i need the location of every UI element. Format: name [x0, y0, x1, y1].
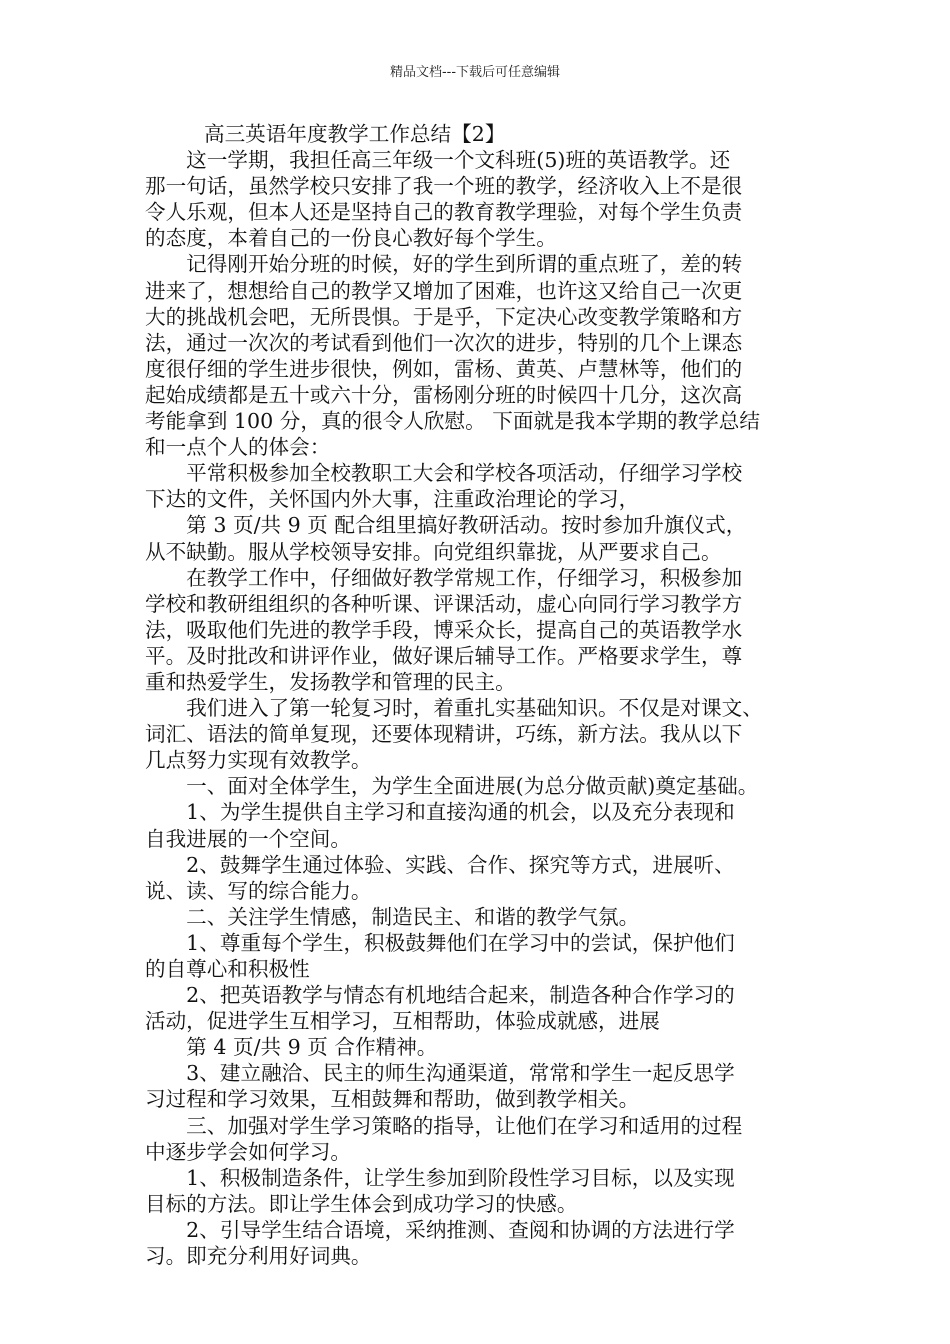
text-line: 记得刚开始分班的时候，好的学生到所谓的重点班了，差的转 [145, 252, 743, 277]
text-line: 第 4 页/共 9 页 合作精神。 [145, 1035, 438, 1060]
text-line: 中逐步学会如何学习。 [145, 1139, 351, 1164]
text-line: 从不缺勤。服从学校领导安排。向党组织靠拢，从严要求自己。 [145, 539, 722, 564]
text-line: 自我进展的一个空间。 [145, 826, 351, 851]
text-line: 活动，促进学生互相学习，互相帮助，体验成就感，进展 [145, 1009, 660, 1034]
text-line: 的态度，本着自己的一份良心教好每个学生。 [145, 226, 557, 251]
text-line: 的自尊心和积极性 [145, 957, 310, 981]
text-line: 重和热爱学生，发扬教学和管理的民主。 [145, 669, 516, 694]
text-line: 习过程和学习效果，互相鼓舞和帮助，做到教学相关。 [145, 1087, 640, 1112]
text-line: 进来了，想想给自己的教学又增加了困难，也许这又给自己一次更 [145, 278, 743, 303]
text-line: 在教学工作中，仔细做好教学常规工作，仔细学习，积极参加 [145, 565, 743, 590]
text-line: 下达的文件，关怀国内外大事，注重政治理论的学习， [145, 487, 640, 512]
text-line: 大的挑战机会吧，无所畏惧。于是乎，下定决心改变教学策略和方 [145, 304, 743, 329]
text-line: 第 3 页/共 9 页 配合组里搞好教研活动。按时参加升旗仪式， [145, 513, 747, 538]
document-body [145, 121, 825, 1269]
text-line: 法，吸取他们先进的教学手段，博采众长，提高自己的英语教学水 [145, 617, 743, 642]
text-line: 和一点个人的体会： [145, 435, 331, 460]
text-line: 三、加强对学生学习策略的指导，让他们在学习和适用的过程 [145, 1113, 743, 1138]
text-line: 我们进入了第一轮复习时，着重扎实基础知识。不仅是对课文、 [145, 696, 763, 721]
text-line: 说、读、写的综合能力。 [145, 878, 372, 903]
text-line: 平。及时批改和讲评作业，做好课后辅导工作。严格要求学生，尊 [145, 643, 743, 668]
text-line: 3、建立融洽、民主的师生沟通渠道，常常和学生一起反思学 [145, 1061, 735, 1086]
text-line: 法，通过一次次的考试看到他们一次次的进步，特别的几个上课态 [145, 330, 743, 355]
text-line: 1、积极制造条件，让学生参加到阶段性学习目标，以及实现 [145, 1165, 735, 1190]
text-line: 起始成绩都是五十或六十分，雷杨刚分班的时候四十几分，这次高 [145, 382, 743, 407]
text-line: 2、把英语教学与情态有机地结合起来，制造各种合作学习的 [145, 983, 735, 1008]
text-line: 这一学期，我担任高三年级一个文科班(5)班的英语教学。还 [145, 148, 731, 173]
text-line: 学校和教研组组织的各种听课、评课活动，虚心向同行学习教学方 [145, 591, 743, 616]
text-line: 2、鼓舞学生通过体验、实践、合作、探究等方式，进展听、 [145, 852, 735, 877]
text-line: 平常积极参加全校教职工大会和学校各项活动，仔细学习学校 [145, 461, 743, 486]
text-line: 目标的方法。即让学生体会到成功学习的快感。 [145, 1191, 578, 1216]
text-line: 二、关注学生情感，制造民主、和谐的教学气氛。 [145, 904, 640, 929]
text-line: 几点努力实现有效教学。 [145, 748, 372, 773]
text-line: 习。即充分利用好词典。 [145, 1244, 372, 1269]
text-line: 令人乐观，但本人还是坚持自己的教育教学理验，对每个学生负责 [145, 200, 743, 225]
text-line: 度很仔细的学生进步很快，例如，雷杨、黄英、卢慧林等，他们的 [145, 356, 743, 381]
document-title: 高三英语年度教学工作总结【2】 [204, 122, 506, 146]
text-line: 词汇、语法的简单复现，还要体现精讲，巧练，新方法。我从以下 [145, 722, 743, 747]
text-line: 1、尊重每个学生，积极鼓舞他们在学习中的尝试，保护他们 [145, 930, 735, 955]
page-header: 精品文档---下载后可任意编辑 [389, 65, 561, 80]
text-line: 1、为学生提供自主学习和直接沟通的机会，以及充分表现和 [145, 800, 735, 825]
text-line: 2、引导学生结合语境，采纳推测、查阅和协调的方法进行学 [145, 1217, 735, 1242]
text-line: 考能拿到 100 分，真的很令人欣慰。 下面就是我本学期的教学总结 [145, 409, 760, 434]
text-line: 那一句话，虽然学校只安排了我一个班的教学，经济收入上不是很 [145, 174, 743, 199]
paragraph-lines [145, 147, 825, 1269]
text-line: 一、面对全体学生，为学生全面进展(为总分做贡献)奠定基础。 [145, 774, 759, 799]
